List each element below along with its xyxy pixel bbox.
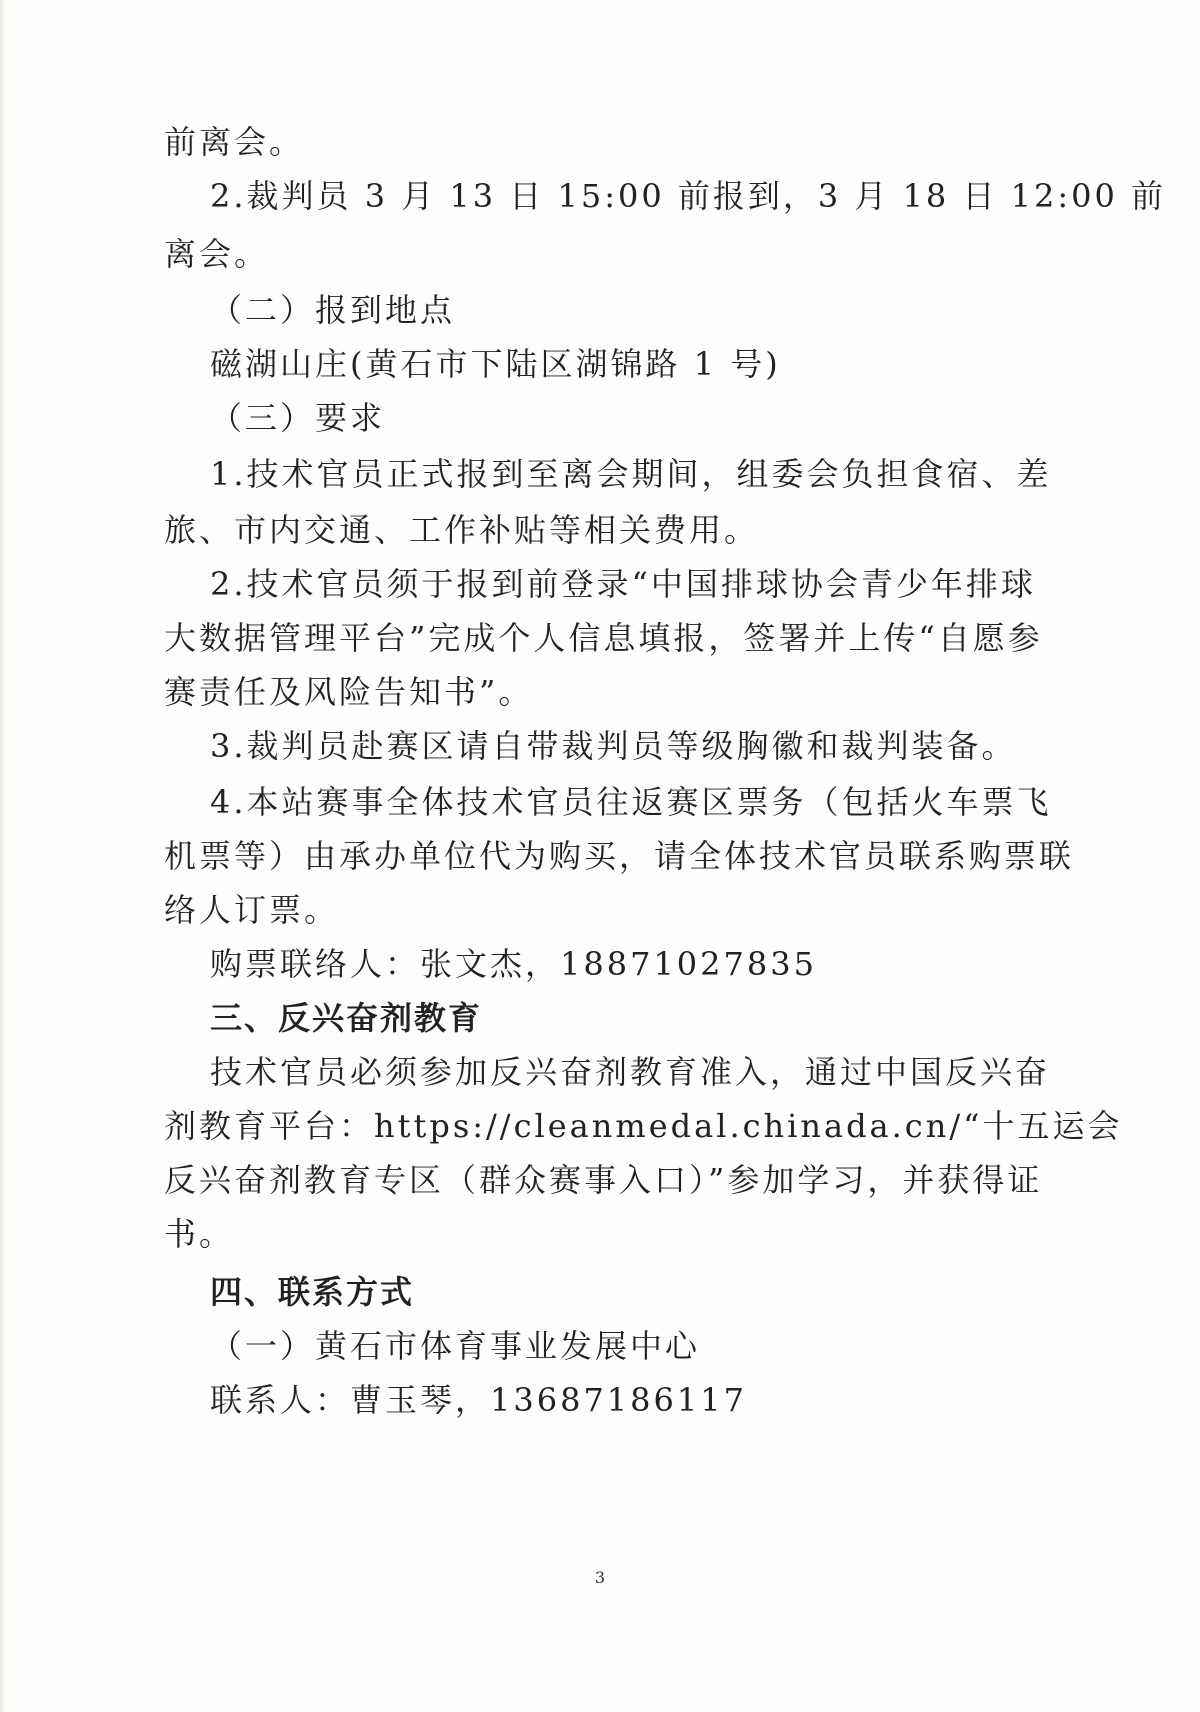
text-line: 技术官员必须参加反兴奋剂教育准入，通过中国反兴奋 <box>210 1053 1051 1091</box>
text-line: 赛责任及风险告知书”。 <box>164 673 534 711</box>
text-line: 磁湖山庄(黄石市下陆区湖锦路 1 号) <box>210 345 781 383</box>
page-number: 3 <box>594 1568 606 1587</box>
text-line: 2.裁判员 3 月 13 日 15:00 前报到，3 月 18 日 12:00 前 <box>210 177 1167 215</box>
text-line: 4.本站赛事全体技术官员往返赛区票务（包括火车票飞 <box>210 783 1052 821</box>
section-heading: 三、反兴奋剂教育 <box>210 999 483 1037</box>
text-line: 3.裁判员赴赛区请自带裁判员等级胸徽和裁判装备。 <box>210 727 1017 765</box>
contact-line: 联系人：曹玉琴，13687186117 <box>210 1381 747 1419</box>
text-line: 反兴奋剂教育专区（群众赛事入口）”参加学习，并获得证 <box>164 1161 1043 1199</box>
scan-edge <box>0 0 6 1712</box>
section-subheading: （三）要求 <box>210 399 386 437</box>
text-line: 络人订票。 <box>164 891 340 929</box>
text-line: 1.技术官员正式报到至离会期间，组委会负担食宿、差 <box>210 455 1052 493</box>
text-line: 前离会。 <box>164 123 305 161</box>
section-subheading: （一）黄石市体育事业发展中心 <box>210 1327 701 1365</box>
contact-line: 购票联络人：张文杰，18871027835 <box>210 945 817 983</box>
section-heading: 四、联系方式 <box>210 1273 415 1311</box>
text-line: 2.技术官员须于报到前登录“中国排球协会青少年排球 <box>210 565 1036 603</box>
text-line: 离会。 <box>164 235 270 273</box>
text-line: 旅、市内交通、工作补贴等相关费用。 <box>164 511 760 549</box>
text-line: 剂教育平台：https://cleanmedal.chinada.cn/“十五运会 <box>164 1107 1123 1145</box>
section-subheading: （二）报到地点 <box>210 291 456 329</box>
text-line: 机票等）由承办单位代为购买，请全体技术官员联系购票联 <box>164 837 1075 875</box>
text-line: 大数据管理平台”完成个人信息填报，签署并上传“自愿参 <box>164 619 1043 657</box>
text-line: 书。 <box>164 1215 235 1253</box>
